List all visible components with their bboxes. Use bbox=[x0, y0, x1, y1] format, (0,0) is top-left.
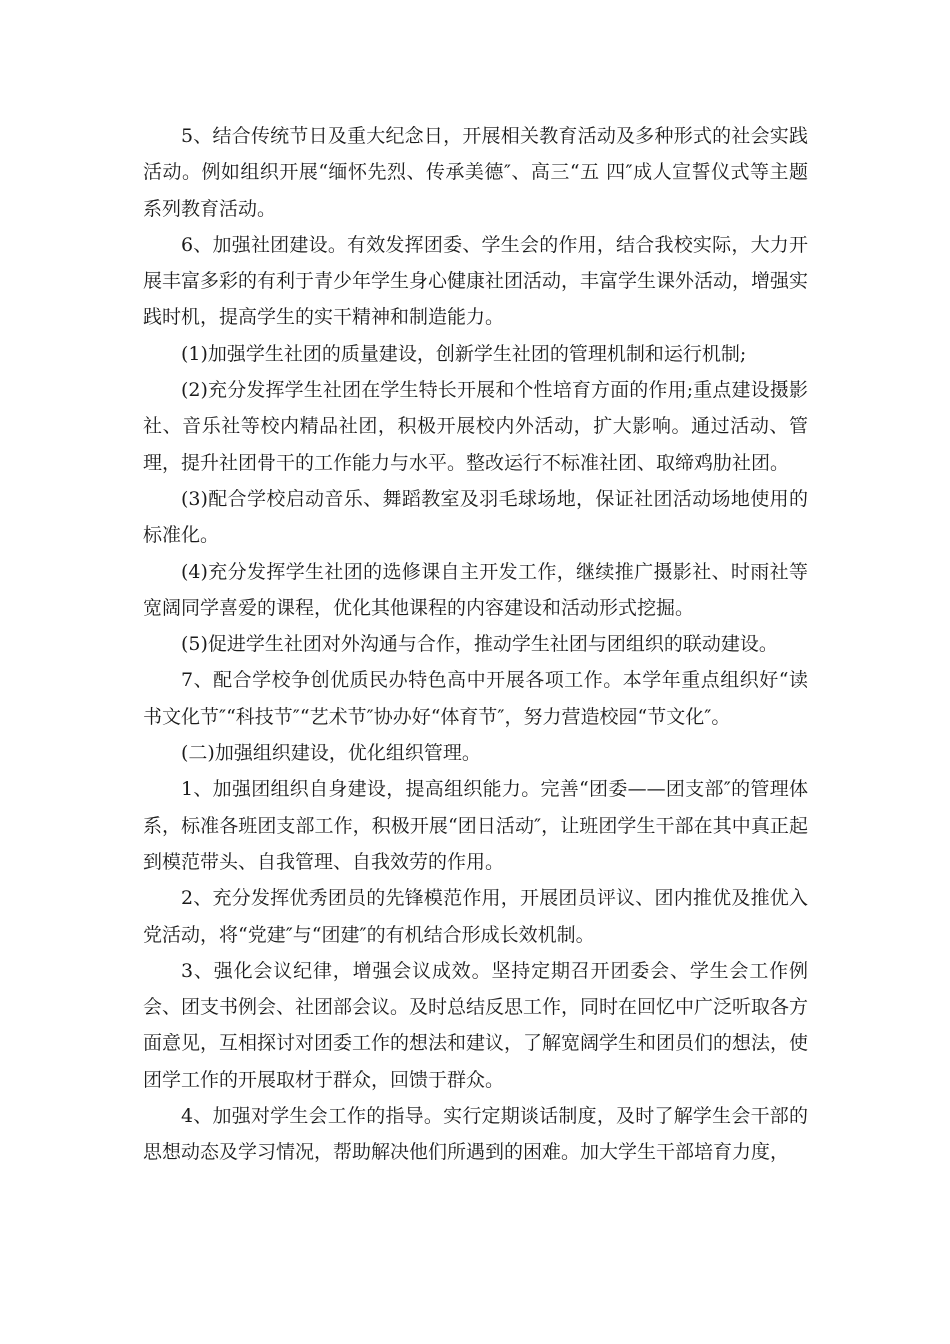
paragraph-item-6-clubs: 6、加强社团建设。有效发挥团委、学生会的作用，结合我校实际，大力开展丰富多彩的有利于青少年学生身心健康社团活动，丰富学生课外活动，增强实践时机，提高学生的实干精神和制造能力。 bbox=[143, 233, 809, 329]
document-body bbox=[143, 118, 808, 1171]
paragraph-org-3: 3、强化会议纪律，增强会议成效。坚持定期召开团委会、学生会工作例会、团支书例会、社团部会议。及时总结反思工作，同时在回忆中广泛听取各方面意见，互相探讨对团委工作的想法和建议，了解宽阔学生和团员们的想法，使团学工作的开展取材于群众，回馈于群众。 bbox=[143, 959, 809, 1091]
paragraph-sub-2: (2)充分发挥学生社团在学生特长开展和个性培育方面的作用;重点建设摄影社、音乐社等校内精品社团，积极开展校内外活动，扩大影响。通过活动、管理，提升社团骨干的工作能力与水平。整改运行不标准社团、取缔鸡肋社团。 bbox=[143, 379, 808, 474]
paragraph-item-5-festivals: 5、结合传统节日及重大纪念日，开展相关教育活动及多种形式的社会实践活动。例如组织开展“缅怀先烈、传承美德″、高三“五 四″成人宣誓仪式等主题系列教育活动。 bbox=[143, 125, 808, 220]
paragraph-org-4: 4、加强对学生会工作的指导。实行定期谈话制度，及时了解学生会干部的思想动态及学习情况，帮助解决他们所遇到的困难。加大学生干部培育力度， bbox=[143, 1105, 808, 1164]
paragraph-org-2: 2、充分发挥优秀团员的先锋模范作用，开展团员评议、团内推优及推优入党活动，将“党建″与“团建″的有机结合形成长效机制。 bbox=[143, 887, 808, 946]
paragraph-sub-4: (4)充分发挥学生社团的选修课自主开发工作，继续推广摄影社、时雨社等宽阔同学喜爱的课程，优化其他课程的内容建设和活动形式挖掘。 bbox=[143, 560, 808, 619]
section-heading-2: (二)加强组织建设，优化组织管理。 bbox=[181, 742, 481, 765]
paragraph-sub-3: (3)配合学校启动音乐、舞蹈教室及羽毛球场地，保证社团活动场地使用的标准化。 bbox=[143, 487, 808, 547]
paragraph-sub-5: (5)促进学生社团对外沟通与合作，推动学生社团与团组织的联动建设。 bbox=[181, 633, 778, 656]
paragraph-org-1: 1、加强团组织自身建设，提高组织能力。完善“团委——团支部″的管理体系，标准各班团支部工作，积极开展“团日活动″，让班团学生干部在其中真正起到模范带头、自我管理、自我效劳的作用。 bbox=[143, 778, 808, 873]
paragraph-sub-1: (1)加强学生社团的质量建设，创新学生社团的管理机制和运行机制; bbox=[181, 342, 747, 365]
paragraph-item-7-school: 7、配合学校争创优质民办特色高中开展各项工作。本学年重点组织好“读书文化节″“科技节″“艺术节″协办好“体育节″，努力营造校园“节文化″。 bbox=[143, 669, 808, 728]
